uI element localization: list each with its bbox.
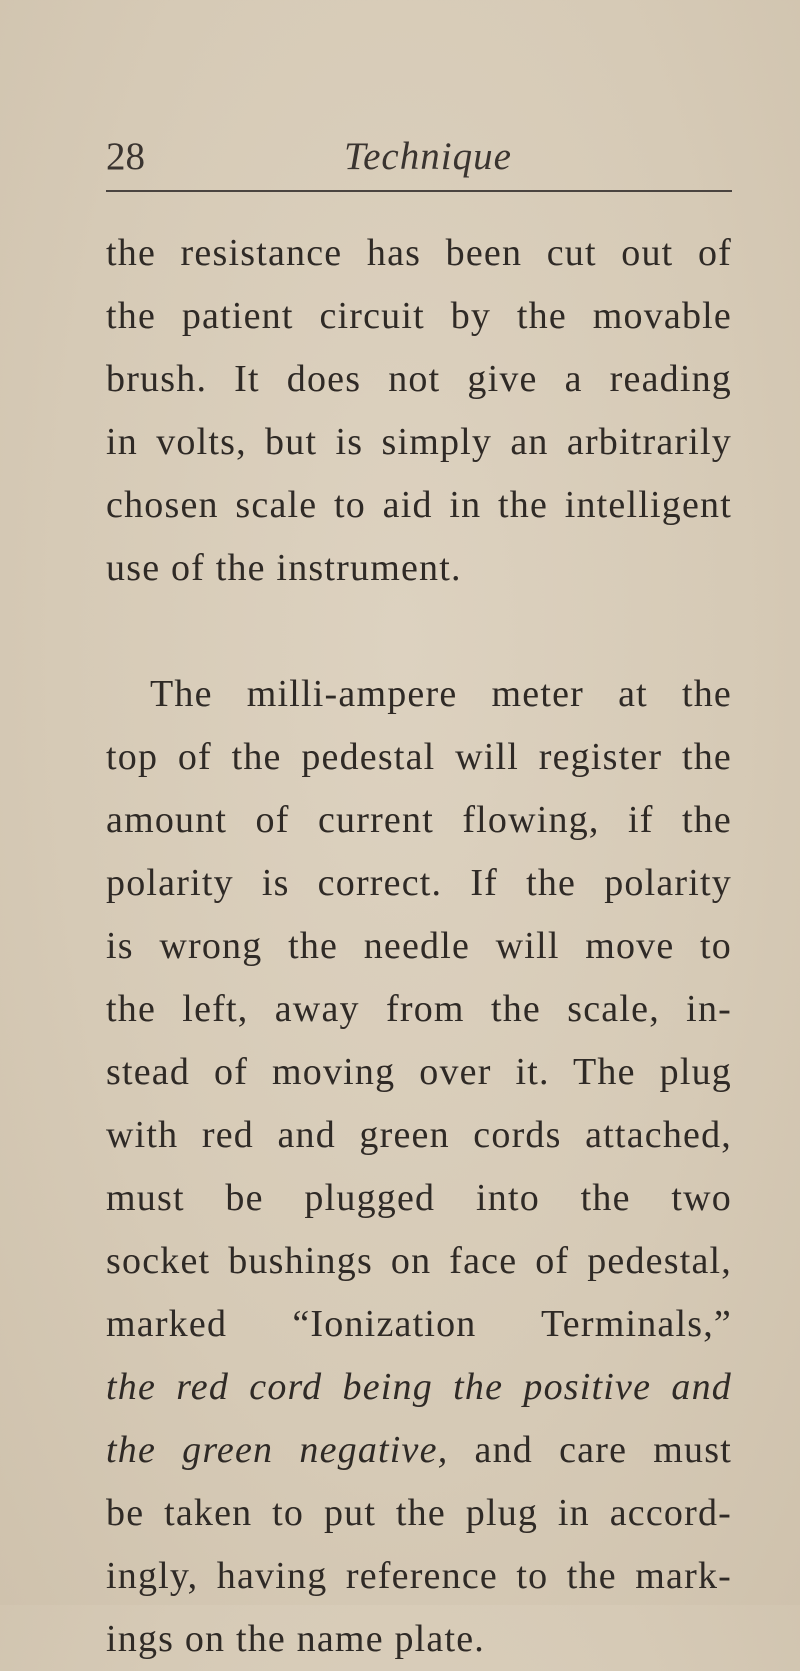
roman-phrase: and care must: [474, 1429, 732, 1471]
header-rule: [106, 190, 732, 192]
text-line: marked “Ionization Terminals,”: [106, 1303, 732, 1345]
text-line: brush. It does not give a reading: [106, 358, 732, 400]
text-line: top of the pedestal will register the: [106, 736, 732, 778]
text-line-mixed: [106, 1419, 732, 1482]
text-line: the left, away from the scale, in-: [106, 988, 732, 1030]
text-line: must be plugged into the two: [106, 1177, 732, 1219]
text-line: with red and green cords attached,: [106, 1114, 732, 1156]
text-line: ingly, having reference to the mark-: [106, 1555, 732, 1597]
text-line: socket bushings on face of pedestal,: [106, 1240, 732, 1282]
text-line: in volts, but is simply an arbitrarily: [106, 421, 732, 463]
paragraph-gap: [106, 600, 732, 663]
text-line: use of the instrument.: [106, 547, 462, 589]
page-number: 28: [106, 135, 145, 178]
text-line: The milli-ampere meter at the: [150, 673, 732, 715]
text-line: be taken to put the plug in accord-: [106, 1492, 732, 1534]
text-line: stead of moving over it. The plug: [106, 1051, 732, 1093]
text-line: the patient circuit by the movable: [106, 295, 732, 337]
text-line: polarity is correct. If the polarity: [106, 862, 732, 904]
text-line: is wrong the needle will move to: [106, 925, 732, 967]
body-text: [106, 222, 732, 1671]
running-head: [106, 132, 732, 194]
text-line: the resistance has been cut out of: [106, 232, 732, 274]
text-line: ings on the name plate.: [106, 1618, 486, 1660]
text-line: chosen scale to aid in the intelligent: [106, 484, 732, 526]
italic-phrase: the green negative,: [106, 1429, 449, 1471]
text-line: amount of current flowing, if the: [106, 799, 732, 841]
text-line: the red cord being the positive and: [106, 1366, 732, 1408]
running-title: Technique: [344, 135, 512, 178]
